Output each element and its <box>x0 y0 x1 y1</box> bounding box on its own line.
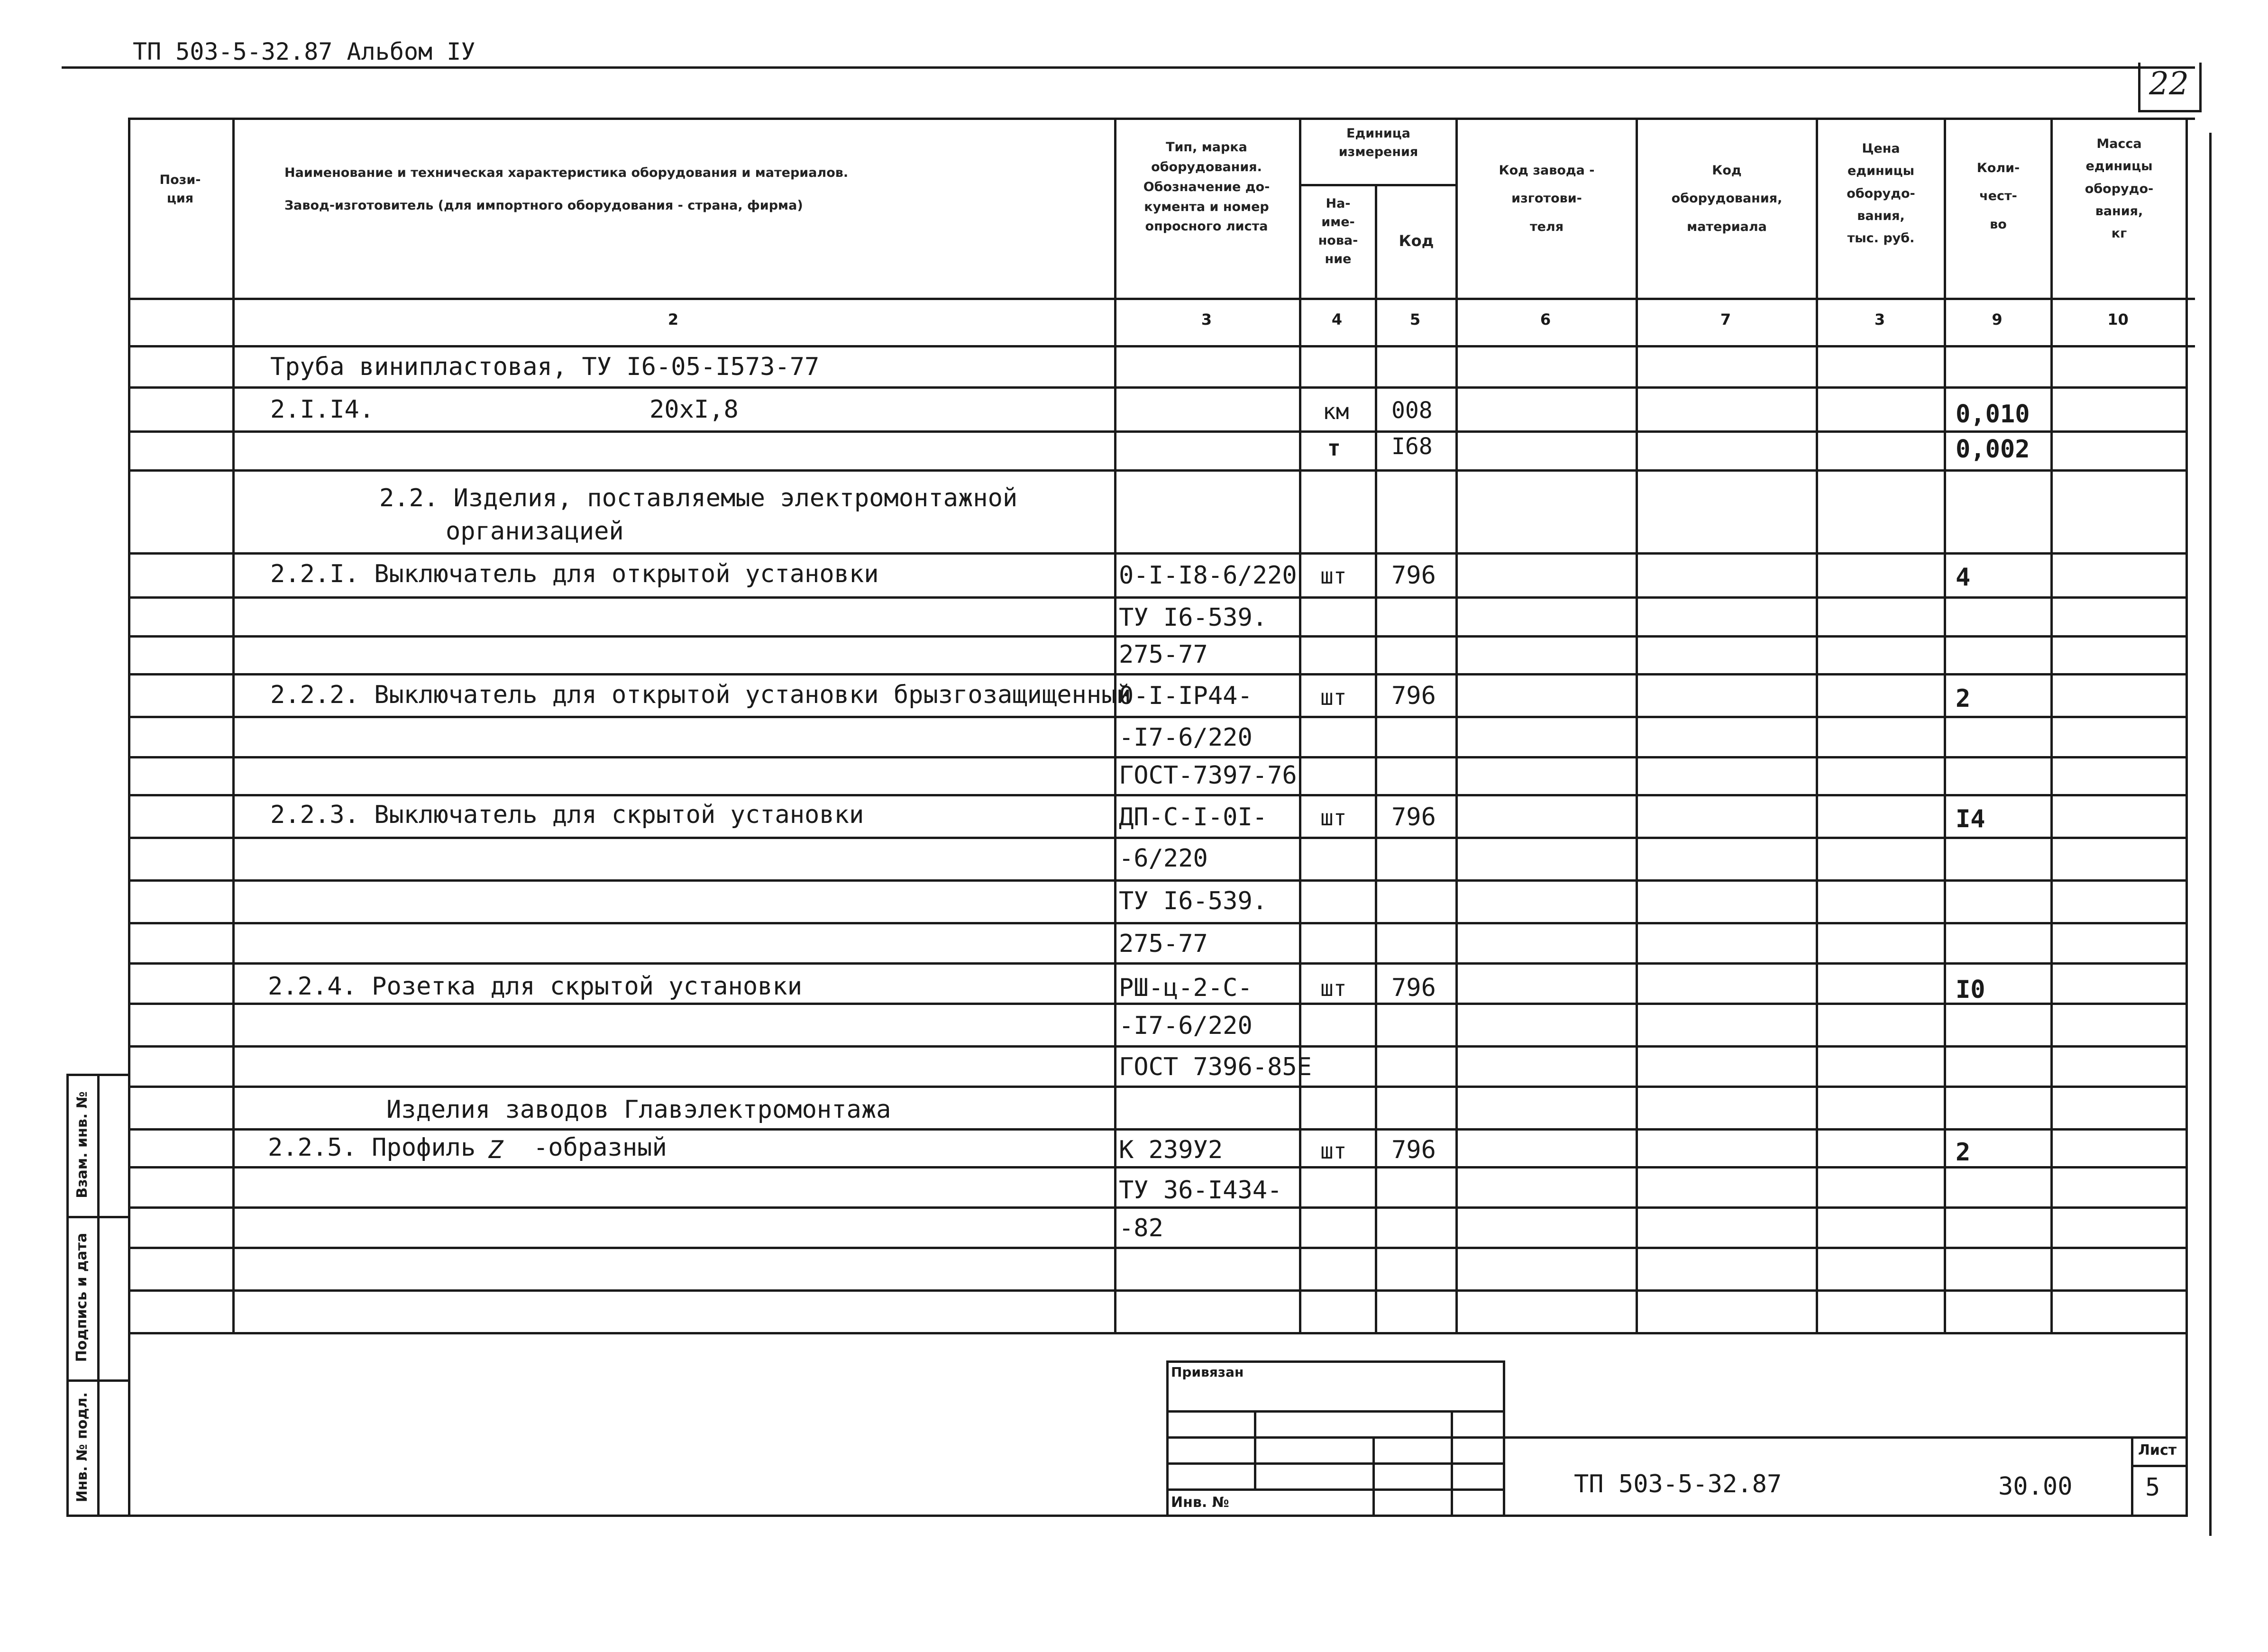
row-2-2-4-name: 2.2.4. Розетка для скрытой установки <box>268 972 803 1001</box>
glavelektromontazh-heading: Изделия заводов Главэлектромонтажа <box>386 1095 891 1124</box>
row-2-2-1-unit: шт <box>1320 563 1347 589</box>
row-2-2-5-name-b: -образный <box>533 1133 667 1162</box>
header-maker-code: Код завода - изготови- теля <box>1499 163 1595 234</box>
row-2-2-3-unit: шт <box>1320 805 1347 831</box>
row-3-qty: 0,002 <box>1956 435 2030 464</box>
row-2-2-4-qty: I0 <box>1956 976 1985 1004</box>
row-2-2-1-code: 796 <box>1391 561 1436 590</box>
row-2-2-5-qty: 2 <box>1956 1138 1971 1167</box>
document-code-top: ТП 503-5-32.87 Альбом IУ <box>133 38 476 65</box>
section-2-2-title: 2.2. Изделия, поставляемые электромонтажной <box>379 484 1018 512</box>
top-rule <box>62 66 2195 69</box>
row-3-unit: т <box>1327 435 1341 461</box>
header-mass: Масса единицы оборудо- вания, кг <box>2085 137 2154 241</box>
row-2-2-3-type: ДП-С-I-0I- <box>1119 803 1268 831</box>
stamp-sheet-number: 5 <box>2145 1473 2160 1502</box>
row-2-2-2-name: 2.2.2. Выключатель для открытой установки брызгозащищенный <box>270 681 1131 709</box>
row-2-1-14-position: 2.I.I4. <box>270 395 375 424</box>
row-2-2-2-unit: шт <box>1320 685 1347 710</box>
row-2-2-2-code: 796 <box>1391 682 1436 710</box>
row-2-2-5-z: Z <box>488 1136 503 1164</box>
row-2-2-4-type-2: -I7-6/220 <box>1119 1012 1253 1040</box>
col-num-8: 3 <box>1874 310 1885 329</box>
row-2-2-3-type-3: ТУ I6-539. <box>1119 887 1268 915</box>
header-position: Пози- ция <box>159 173 201 206</box>
row-2-2-2-type-3: ГОСТ-7397-76 <box>1119 761 1297 790</box>
row-2-2-3-name: 2.2.3. Выключатель для скрытой установки <box>270 801 864 829</box>
header-unit-code: Код <box>1399 232 1434 250</box>
col-num-4: 4 <box>1331 310 1343 329</box>
header-unit-name: На- име- нова- ние <box>1318 196 1358 267</box>
side-label-signature-date: Подпись и дата <box>73 1232 90 1362</box>
row-3-code: I68 <box>1391 433 1433 460</box>
col-num-2: 2 <box>668 310 679 329</box>
row-2-2-4-unit: шт <box>1320 976 1347 1001</box>
row-2-2-3-qty: I4 <box>1956 805 1985 833</box>
row-2-2-2-type-2: -I7-6/220 <box>1119 723 1253 752</box>
row-2-2-4-code: 796 <box>1391 974 1436 1002</box>
row-2-1-14-code: 008 <box>1391 397 1433 424</box>
row-2-1-14-qty: 0,010 <box>1956 400 2030 429</box>
stamp-sheet-label: Лист <box>2138 1442 2177 1459</box>
header-type: Тип, марка оборудования. Обозначение до- кумента и номер опросного листа <box>1143 140 1270 234</box>
col-num-9: 9 <box>1992 310 2003 329</box>
stamp-privyazan-label: Привязан <box>1171 1364 1244 1380</box>
header-price: Цена единицы оборудо- вания, тыс. руб. <box>1847 141 1915 246</box>
stamp-inv-label: Инв. № <box>1171 1494 1229 1511</box>
row-2-2-1-type-2: ТУ I6-539. <box>1119 603 1268 632</box>
side-label-original-inv: Инв. № подл. <box>74 1392 91 1503</box>
header-equipment-code: Код оборудования, материала <box>1671 163 1783 234</box>
row-2-2-5-name: 2.2.5. Профиль <box>268 1133 476 1162</box>
row-2-2-1-type-3: 275-77 <box>1119 640 1208 669</box>
row-2-2-1-name: 2.2.I. Выключатель для открытой установки <box>270 560 879 588</box>
row-2-2-2-type: 0-I-IP44- <box>1119 682 1253 710</box>
stamp-document-code: ТП 503-5-32.87 <box>1574 1470 1782 1498</box>
row-2-1-14-size: 20xI,8 <box>649 395 739 424</box>
col-num-7: 7 <box>1720 310 1731 329</box>
header-unit-group: Единица измерения <box>1338 126 1418 160</box>
row-2-2-4-type: РШ-ц-2-С- <box>1119 974 1253 1002</box>
row-2-2-5-unit: шт <box>1320 1138 1347 1164</box>
header-quantity: Коли- чест- во <box>1976 161 2020 232</box>
header-name: Наименование и техническая характеристика оборудования и материалов. Завод-изготовитель (для импортного оборудования - страна, фирма) <box>284 165 849 213</box>
row-2-2-3-type-2: -6/220 <box>1119 844 1208 873</box>
row-2-2-2-qty: 2 <box>1956 685 1971 713</box>
row-2-2-5-type-3: -82 <box>1119 1214 1163 1242</box>
row-2-2-1-type: 0-I-I8-6/220 <box>1119 561 1297 590</box>
row-pipe-title: Труба винипластовая, ТУ I6-05-I573-77 <box>270 353 820 381</box>
stamp-section-code: 30.00 <box>1998 1472 2073 1501</box>
row-2-2-3-code: 796 <box>1391 803 1436 831</box>
row-2-1-14-unit: км <box>1323 399 1349 424</box>
row-2-2-1-qty: 4 <box>1956 563 1971 592</box>
row-2-2-5-type: К 239У2 <box>1119 1136 1223 1164</box>
col-num-3: 3 <box>1201 310 1212 329</box>
col-num-5: 5 <box>1409 310 1421 329</box>
col-num-6: 6 <box>1540 310 1551 329</box>
row-2-2-5-type-2: ТУ 36-I434- <box>1119 1176 1282 1205</box>
row-2-2-4-type-3: ГОСТ 7396-85Е <box>1119 1053 1312 1081</box>
row-2-2-3-type-4: 275-77 <box>1119 930 1208 958</box>
side-label-replaced-inv: Взам. инв. № <box>74 1091 91 1198</box>
row-2-2-5-code: 796 <box>1391 1136 1436 1164</box>
col-num-10: 10 <box>2107 310 2129 329</box>
section-2-2-title-cont: организацией <box>446 517 624 546</box>
page-number: 22 <box>2149 65 2189 102</box>
